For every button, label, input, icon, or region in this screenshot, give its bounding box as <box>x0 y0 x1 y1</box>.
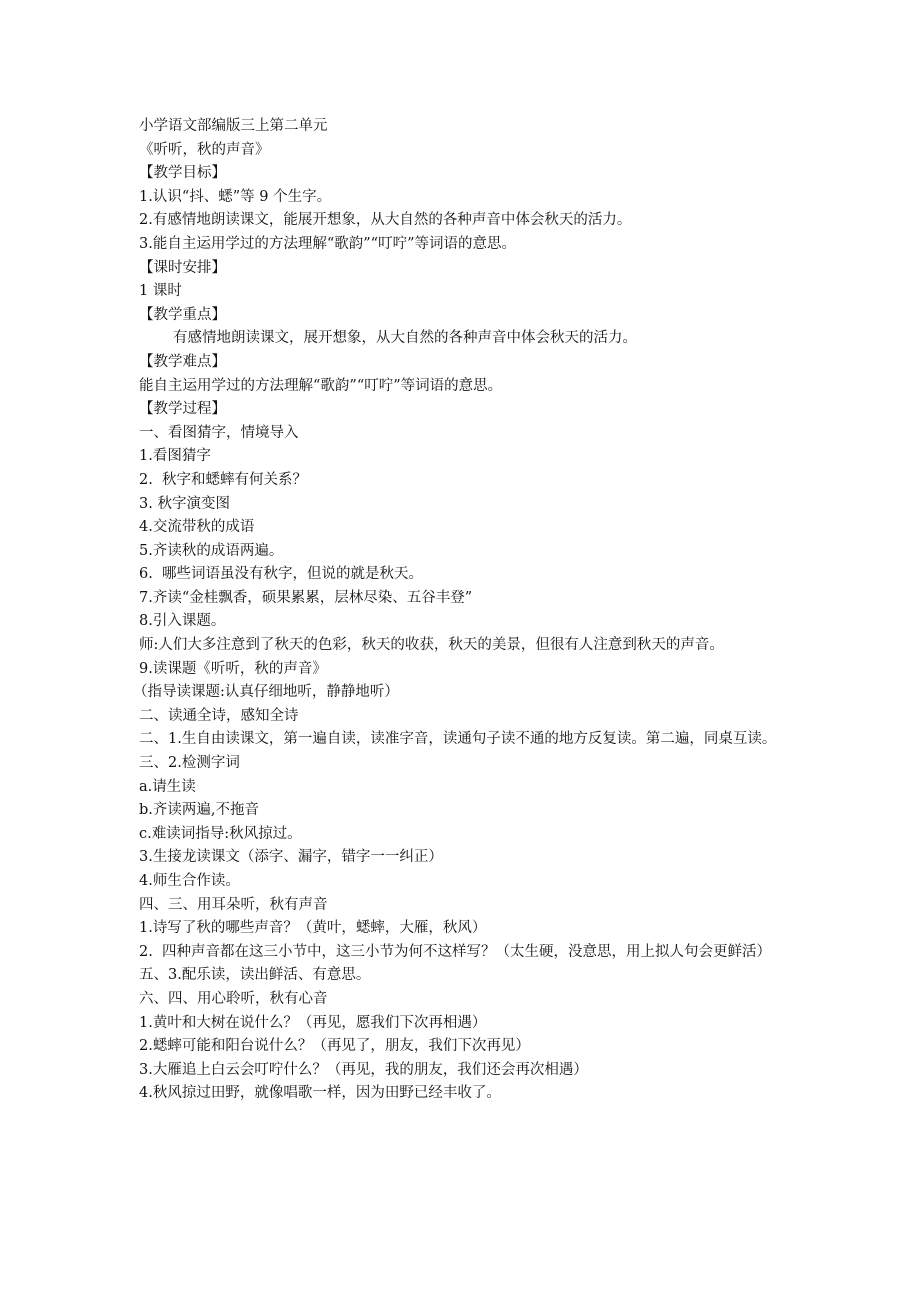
process-line: 五、3.配乐读，读出鲜活、有意思。 <box>139 967 371 984</box>
process-line: 5.齐读秋的成语两遍。 <box>139 542 284 559</box>
process-line: c.难读词指导:秋风掠过。 <box>139 825 302 842</box>
objective-item: 2.有感情地朗读课文，能展开想象，从大自然的各种声音中体会秋天的活力。 <box>139 212 632 229</box>
process-line: 二、1.生自由读课文，第一遍自读，读准字音，读通句子读不通的地方反复读。第二遍，同桌互读。 <box>139 731 777 748</box>
process-line: 3.生接龙读课文（添字、漏字，错字一一纠正） <box>139 849 443 866</box>
process-line: 1.看图猜字 <box>139 448 211 465</box>
key-points-heading: 【教学重点】 <box>139 306 226 323</box>
process-line: （指导读课题:认真仔细地听，静静地听） <box>133 684 399 701</box>
process-line: 3. 秋字演变图 <box>139 495 230 512</box>
process-line: 四、三、用耳朵听，秋有声音 <box>139 896 328 913</box>
process-heading: 【教学过程】 <box>139 401 226 418</box>
process-line: 4.秋风掠过田野，就像唱歌一样，因为田野已经丰收了。 <box>139 1085 501 1102</box>
process-line: 2.蟋蟀可能和阳台说什么？（再见了，朋友，我们下次再见） <box>139 1038 530 1055</box>
objective-item: 3.能自主运用学过的方法理解“歌韵”“叮咛”等词语的意思。 <box>139 235 516 252</box>
process-line: 三、2.检测字词 <box>139 755 240 772</box>
difficulties-text: 能自主运用学过的方法理解“歌韵”“叮咛”等词语的意思。 <box>139 377 503 394</box>
process-line: 8.引入课题。 <box>139 613 226 630</box>
process-line: 1.黄叶和大树在说什么？（再见，愿我们下次再相遇） <box>139 1014 487 1031</box>
process-line: 4.交流带秋的成语 <box>139 519 255 536</box>
process-line: 师:人们大多注意到了秋天的色彩，秋天的收获，秋天的美景，但很有人注意到秋天的声音。 <box>139 637 724 654</box>
process-line: 一、看图猜字，情境导入 <box>139 424 299 441</box>
schedule-heading: 【课时安排】 <box>139 259 226 276</box>
process-line: a.请生读 <box>139 778 196 795</box>
key-points-text: 有感情地朗读课文，展开想象，从大自然的各种声音中体会秋天的活力。 <box>173 330 637 347</box>
document-subtitle: 小学语文部编版三上第二单元 <box>139 118 328 134</box>
process-line: 3.大雁追上白云会叮咛什么？（再见，我的朋友，我们还会再次相遇） <box>139 1061 588 1078</box>
process-line: 7.齐读“金桂飘香，硕果累累，层林尽染、五谷丰登” <box>139 589 473 606</box>
process-line: 1.诗写了秋的哪些声音？（黄叶，蟋蟀，大雁，秋风） <box>139 920 487 937</box>
document-body <box>133 115 789 1106</box>
process-line: 2. 四种声音都在这三小节中，这三小节为何不这样写？（太生硬，没意思，用上拟人句会更鲜活） <box>139 943 772 960</box>
difficulties-heading: 【教学难点】 <box>139 353 226 370</box>
objectives-heading: 【教学目标】 <box>139 165 226 182</box>
process-line: 二、读通全诗，感知全诗 <box>139 707 299 724</box>
document-title: 《听听，秋的声音》 <box>139 141 270 158</box>
process-line: 六、四、用心聆听，秋有心音 <box>139 990 328 1007</box>
objective-item: 1.认识“抖、蟋”等 9 个生字。 <box>139 188 332 205</box>
process-line: 6. 哪些词语虽没有秋字，但说的就是秋天。 <box>139 566 424 583</box>
process-line: b.齐读两遍,不拖音 <box>139 802 259 819</box>
process-line: 2. 秋字和蟋蟀有何关系？ <box>139 471 308 488</box>
process-line: 4.师生合作读。 <box>139 873 240 889</box>
process-line: 9.读课题《听听，秋的声音》 <box>139 660 327 677</box>
schedule-text: 1 课时 <box>139 283 182 300</box>
